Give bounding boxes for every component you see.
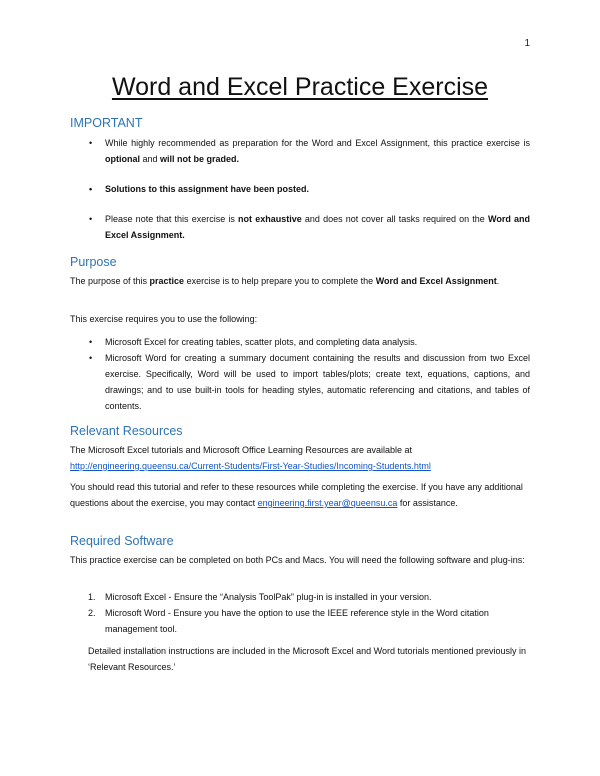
important-list [70, 135, 530, 243]
heading-purpose: Purpose [70, 255, 117, 269]
software-note: Detailed installation instructions are included in the Microsoft Excel and Word tutorials mentioned previously in ‘Relevant Resources.’ [88, 646, 527, 672]
purpose-paragraph: The purpose of this practice exercise is to help prepare you to complete the Word and Excel Assignment. [70, 276, 500, 286]
heading-important: IMPORTANT [70, 116, 143, 130]
software-list [70, 589, 530, 637]
list-item: 2. Microsoft Word - Ensure you have the option to use the IEEE reference style in the Word citation management tool. [88, 608, 489, 634]
list-item: • Microsoft Excel for creating tables, scatter plots, and completing data analysis. [70, 334, 530, 350]
list-item: • Please note that this exercise is not exhaustive and does not cover all tasks required on the Word and Excel Assignment. [70, 211, 530, 243]
resources-paragraph: The Microsoft Excel tutorials and Microsoft Office Learning Resources are available at http://engineering.queensu.ca/Current-Students/First-Year-Studies/Incoming-Students.html [70, 445, 431, 471]
purpose-requirements-intro: This exercise requires you to use the following: [70, 314, 258, 324]
list-item: • While highly recommended as preparation for the Word and Excel Assignment, this practice exercise is optional and will not be graded. [70, 135, 530, 167]
software-paragraph: This practice exercise can be completed on both PCs and Macs. You will need the following software and plug-ins: [70, 555, 525, 565]
resources-contact-paragraph: You should read this tutorial and refer to these resources while completing the exercise. If you have any additional questions about the exercise, you may contact engineering.first.year@queensu.ca for assistance. [70, 482, 523, 508]
list-item: • Solutions to this assignment have been posted. [70, 181, 530, 197]
list-item: • Microsoft Word for creating a summary document containing the results and discussion from two Excel exercise. Specifically, Word will be used to import tables/plots; create text, equations, captions, and drawings; and to use built-in tools for heading styles, automatic referencing and citations, and tables of contents. [70, 350, 530, 414]
purpose-list [70, 334, 530, 414]
resources-link[interactable]: http://engineering.queensu.ca/Current-Students/First-Year-Studies/Incoming-Students.html [70, 461, 431, 471]
heading-required-software: Required Software [70, 534, 174, 548]
heading-relevant-resources: Relevant Resources [70, 424, 183, 438]
email-link[interactable]: engineering.first.year@queensu.ca [257, 498, 398, 508]
page-title: Word and Excel Practice Exercise [111, 73, 489, 101]
list-item: 1. Microsoft Excel - Ensure the “Analysis ToolPak” plug-in is installed in your version. [88, 592, 432, 602]
page-number: 1 [524, 38, 530, 49]
